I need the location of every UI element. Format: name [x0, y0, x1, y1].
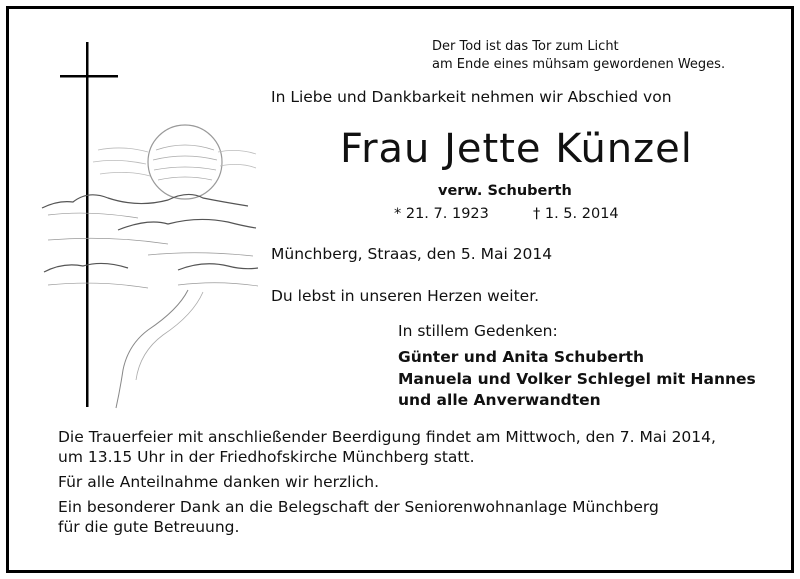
info-line: um 13.15 Uhr in der Friedhofskirche Münchberg statt.	[58, 448, 475, 466]
landscape-hatching	[48, 213, 258, 288]
birth-date: * 21. 7. 1923	[394, 206, 489, 222]
cross-icon-horizontal	[60, 75, 118, 78]
cross-landscape-illustration	[28, 40, 258, 410]
info-line: Ein besonderer Dank an die Belegschaft der Seniorenwohnanlage Münchberg	[58, 498, 659, 516]
path-icon	[116, 290, 188, 408]
memorial-heading: In stillem Gedenken:	[398, 322, 558, 340]
death-date: † 1. 5. 2014	[533, 206, 619, 222]
deceased-name: Frau Jette Künzel	[340, 126, 693, 172]
info-line: Die Trauerfeier mit anschließender Beerdigung findet am Mittwoch, den 7. Mai 2014,	[58, 428, 716, 446]
cloud-lines	[93, 148, 256, 176]
mountains-icon	[42, 194, 258, 272]
info-line: Für alle Anteilnahme danken wir herzlich.	[58, 473, 380, 491]
intro-text: In Liebe und Dankbarkeit nehmen wir Abschied von	[271, 88, 672, 106]
sun-icon	[148, 125, 222, 199]
farewell-line: Du lebst in unseren Herzen weiter.	[271, 287, 540, 305]
family-member: und alle Anverwandten	[398, 391, 601, 409]
maiden-name: verw. Schuberth	[438, 183, 572, 199]
cross-icon-vertical	[86, 42, 89, 407]
motto-line: am Ende eines mühsam gewordenen Weges.	[432, 57, 726, 72]
info-line: für die gute Betreuung.	[58, 518, 240, 536]
motto	[432, 38, 725, 74]
family-member: Günter und Anita Schuberth	[398, 348, 645, 366]
family-member: Manuela und Volker Schlegel mit Hannes	[398, 370, 756, 388]
place-date: Münchberg, Straas, den 5. Mai 2014	[271, 245, 553, 263]
motto-line: Der Tod ist das Tor zum Licht	[432, 39, 619, 54]
sun-shading	[153, 145, 217, 180]
